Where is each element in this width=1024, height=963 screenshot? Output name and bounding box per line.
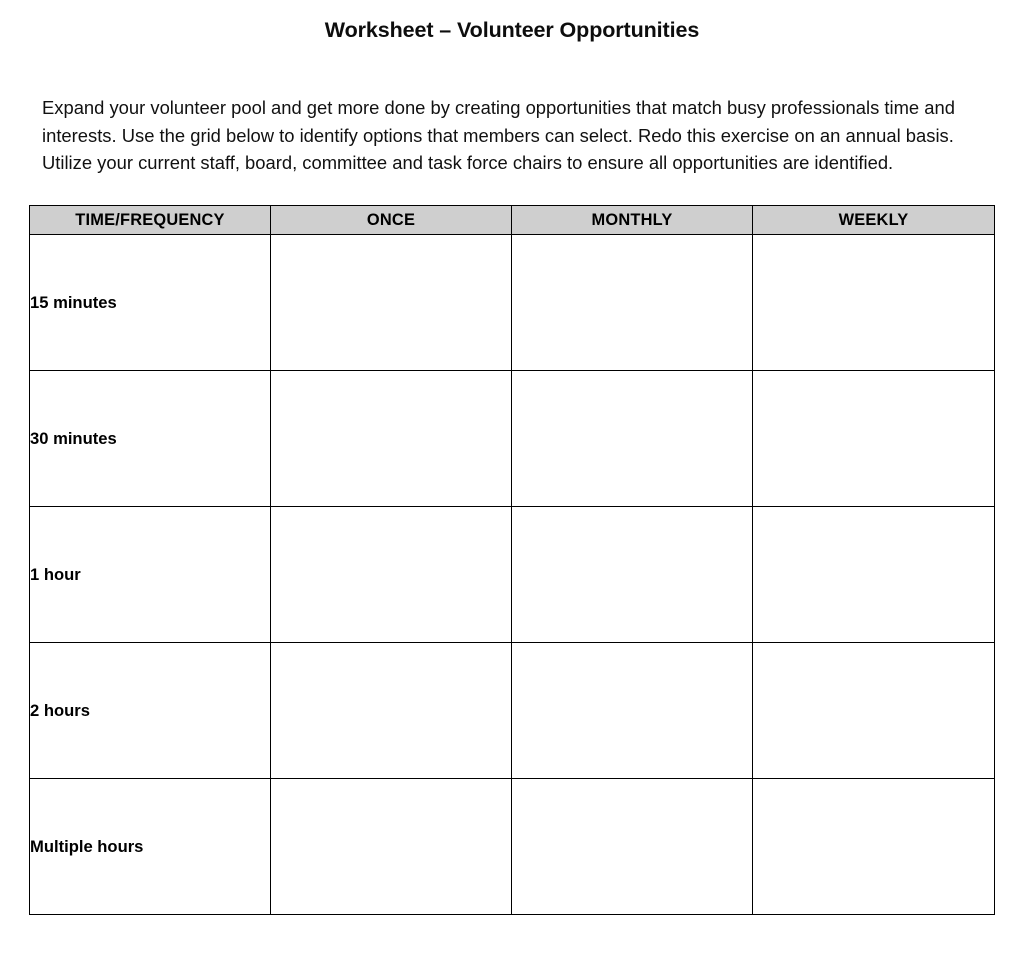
table-row bbox=[30, 643, 995, 779]
cell-1-hour-weekly[interactable] bbox=[753, 507, 995, 643]
row-label-multiple-hours: Multiple hours bbox=[30, 779, 271, 915]
cell-30-minutes-weekly[interactable] bbox=[753, 371, 995, 507]
intro-paragraph: Expand your volunteer pool and get more done by creating opportunities that match busy professionals time and interests. Use the grid below to identify options that members can select. Redo this exercise on an annual basis. Utilize your current staff, board, committee and task force chairs to ensure all opportunities are identified. bbox=[42, 97, 955, 173]
table-header-row bbox=[30, 206, 995, 235]
table-row bbox=[30, 371, 995, 507]
cell-15-minutes-weekly[interactable] bbox=[753, 235, 995, 371]
cell-2-hours-monthly[interactable] bbox=[512, 643, 753, 779]
table-header bbox=[30, 206, 995, 235]
row-label-1-hour: 1 hour bbox=[30, 507, 271, 643]
cell-multiple-hours-once[interactable] bbox=[271, 779, 512, 915]
table-row bbox=[30, 235, 995, 371]
row-label-2-hours: 2 hours bbox=[30, 643, 271, 779]
cell-2-hours-once[interactable] bbox=[271, 643, 512, 779]
cell-1-hour-once[interactable] bbox=[271, 507, 512, 643]
table-row bbox=[30, 779, 995, 915]
cell-multiple-hours-monthly[interactable] bbox=[512, 779, 753, 915]
column-header-weekly: WEEKLY bbox=[753, 206, 995, 235]
table-body bbox=[30, 235, 995, 915]
cell-2-hours-weekly[interactable] bbox=[753, 643, 995, 779]
table-row bbox=[30, 507, 995, 643]
row-label-30-minutes: 30 minutes bbox=[30, 371, 271, 507]
cell-multiple-hours-weekly[interactable] bbox=[753, 779, 995, 915]
cell-30-minutes-monthly[interactable] bbox=[512, 371, 753, 507]
column-header-once: ONCE bbox=[271, 206, 512, 235]
cell-15-minutes-monthly[interactable] bbox=[512, 235, 753, 371]
volunteer-opportunities-table bbox=[29, 205, 995, 915]
page-title: Worksheet – Volunteer Opportunities bbox=[324, 18, 700, 42]
column-header-monthly: MONTHLY bbox=[512, 206, 753, 235]
cell-1-hour-monthly[interactable] bbox=[512, 507, 753, 643]
column-header-time-frequency: TIME/FREQUENCY bbox=[30, 206, 271, 235]
cell-15-minutes-once[interactable] bbox=[271, 235, 512, 371]
row-label-15-minutes: 15 minutes bbox=[30, 235, 271, 371]
cell-30-minutes-once[interactable] bbox=[271, 371, 512, 507]
